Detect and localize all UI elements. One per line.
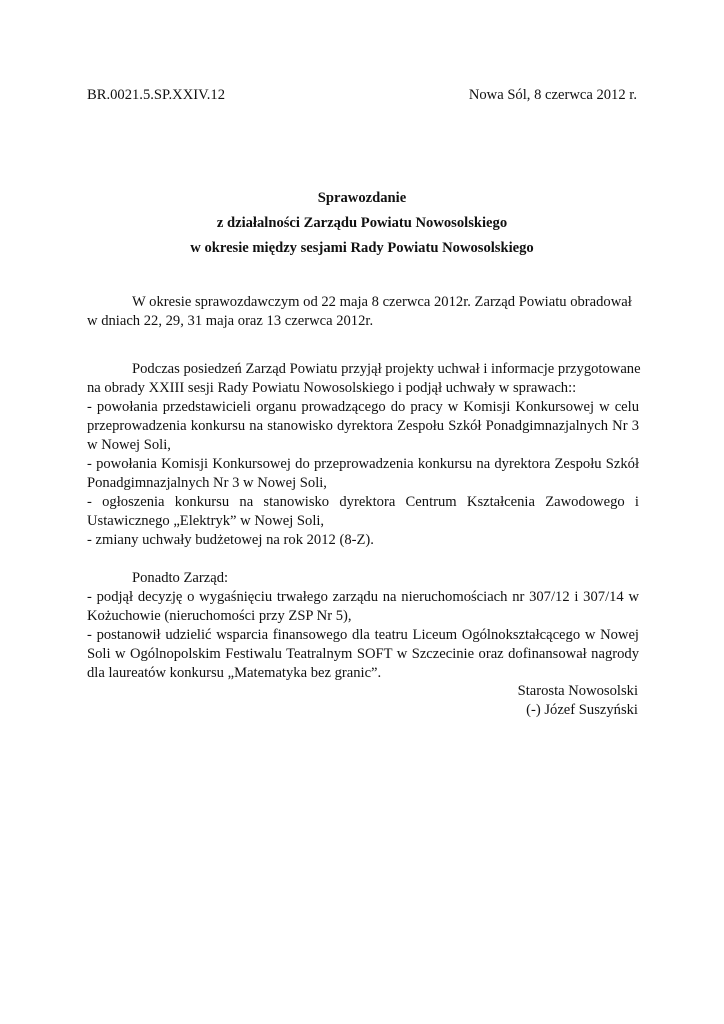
paragraph-line: Podczas posiedzeń Zarząd Powiatu przyjął projekty uchwał i informacje przygotowane bbox=[132, 361, 641, 377]
paragraph-line: W okresie sprawozdawczym od 22 maja 8 czerwca 2012r. Zarząd Powiatu obradował bbox=[132, 294, 632, 310]
list-item: - powołania przedstawicieli organu prowadzącego do pracy w Komisji Konkursowej w celu przeprowadzenia konkursu na stanowisko dyrektora Zespołu Szkół Ponadgimnazjalnych Nr 3 w Nowej Soli, bbox=[87, 399, 639, 453]
title-line-1: Sprawozdanie bbox=[317, 190, 407, 206]
paragraph-intro: Ponadto Zarząd: bbox=[132, 570, 229, 586]
signature-title: Starosta Nowosolski bbox=[517, 683, 638, 699]
list-item: - podjął decyzję o wygaśnięciu trwałego zarządu na nieruchomościach nr 307/12 i 307/14 w Kożuchowie (nieruchomości przy ZSP Nr 5), bbox=[87, 589, 639, 624]
list-item: - postanowił udzielić wsparcia finansowego dla teatru Liceum Ogólnokształcącego w Nowej Soli w Ogólnopolskim Festiwalu Teatralnym SOFT w Szczecinie oraz dofinansował nagrody dla laureatów konkursu „Matematyka bez granic”. bbox=[87, 627, 639, 681]
document-title bbox=[0, 186, 724, 261]
paragraph-line: na obrady XXIII sesji Rady Powiatu Nowosolskiego i podjął uchwały w sprawach:: bbox=[87, 380, 577, 396]
signature-name: (-) Józef Suszyński bbox=[526, 702, 638, 718]
list-item: - zmiany uchwały budżetowej na rok 2012 (8-Z). bbox=[87, 532, 374, 548]
list-item: - powołania Komisji Konkursowej do przeprowadzenia konkursu na dyrektora Zespołu Szkół Ponadgimnazjalnych Nr 3 w Nowej Soli, bbox=[87, 456, 639, 491]
signature-block bbox=[518, 682, 638, 720]
place-and-date: Nowa Sól, 8 czerwca 2012 r. bbox=[468, 87, 637, 103]
title-line-3: w okresie między sesjami Rady Powiatu Nowosolskiego bbox=[190, 240, 534, 256]
paragraph-sessions bbox=[87, 293, 639, 331]
paragraph-line: w dniach 22, 29, 31 maja oraz 13 czerwca 2012r. bbox=[87, 313, 374, 329]
title-line-2: z działalności Zarządu Powiatu Nowosolskiego bbox=[216, 215, 508, 231]
reference-number: BR.0021.5.SP.XXIV.12 bbox=[87, 87, 225, 103]
paragraph-additional bbox=[87, 569, 639, 683]
list-item: - ogłoszenia konkursu na stanowisko dyrektora Centrum Kształcenia Zawodowego i Ustawicznego „Elektryk” w Nowej Soli, bbox=[87, 494, 639, 529]
document-body bbox=[87, 293, 639, 683]
paragraph-resolutions bbox=[87, 360, 639, 550]
